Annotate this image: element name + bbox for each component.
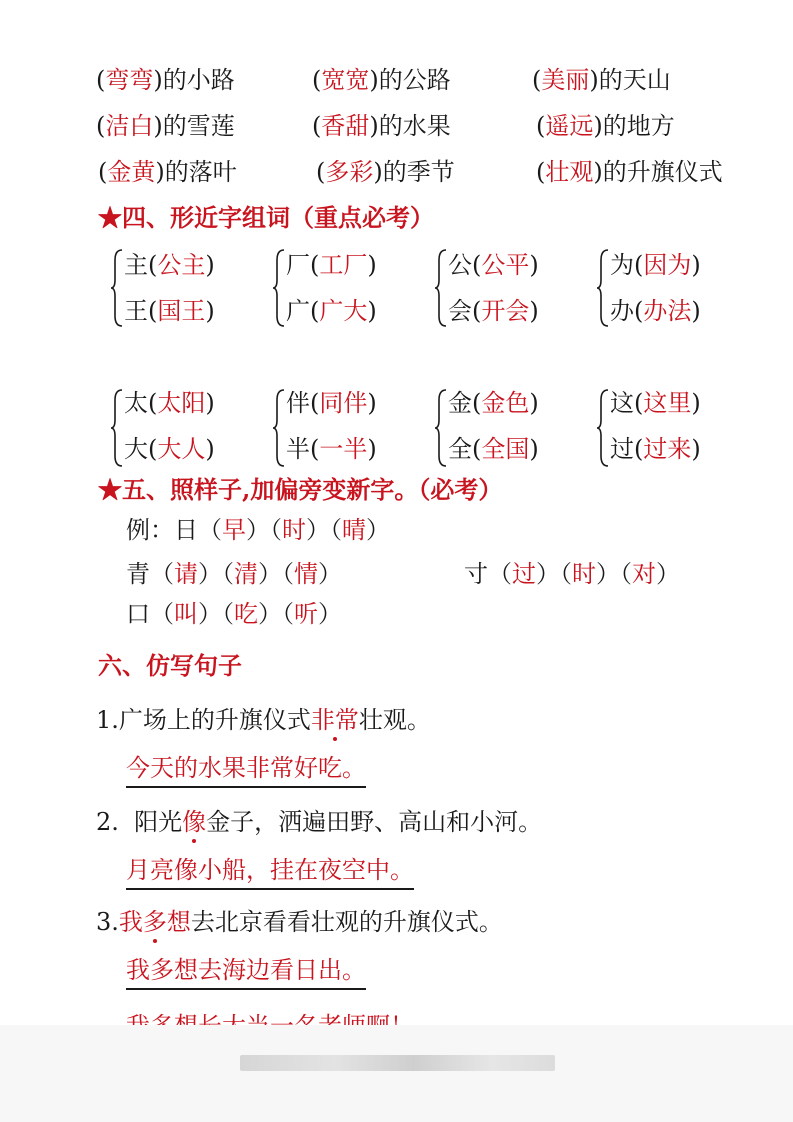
phrase-answer: 香甜 <box>321 112 370 140</box>
base-char: 寸 <box>464 560 488 588</box>
example-label: 例：日 <box>126 516 198 544</box>
group-line: 厂(工厂) <box>286 251 377 279</box>
key-phrase: 像 <box>182 808 207 836</box>
sentence-answer: 今天的水果非常好吃。 <box>126 752 366 788</box>
phrase-item: (宽宽)的公路 <box>312 66 451 94</box>
word-answer: 开会 <box>481 297 530 325</box>
section-4-heading: ★四、形近字组词（重点必考） <box>98 203 434 232</box>
base-char: 金 <box>448 389 472 417</box>
item-number: 1. <box>96 706 119 734</box>
prompt-text: 金子，洒遍田野、高山和小河。 <box>206 808 543 836</box>
radical-answer: 情 <box>294 560 318 588</box>
group-line: 全(全国) <box>448 435 539 463</box>
sentence-prompt <box>96 704 431 736</box>
group-line: 过(过来) <box>610 435 701 463</box>
item-number: 3. <box>96 908 119 936</box>
base-char: 公 <box>448 251 472 279</box>
word-answer: 因为 <box>643 251 692 279</box>
base-char: 办 <box>610 297 634 325</box>
word-answer: 过来 <box>643 435 692 463</box>
word-answer: 全国 <box>481 435 530 463</box>
base-char: 太 <box>124 389 148 417</box>
base-char: 这 <box>610 389 634 417</box>
phrase-item: (洁白)的雪莲 <box>96 112 235 140</box>
radical-answer: 吃 <box>234 600 258 628</box>
brace-icon <box>110 246 124 330</box>
key-phrase: 非常 <box>310 706 359 734</box>
similar-char-group <box>596 246 766 330</box>
example-answer: 早 <box>222 516 246 544</box>
word-answer: 金色 <box>481 389 530 417</box>
phrase-text: 的落叶 <box>164 158 237 186</box>
word-answer: 同伴 <box>319 389 368 417</box>
word-answer: 公主 <box>157 251 206 279</box>
phrase-answer: 金黄 <box>107 158 156 186</box>
phrase-item: (美丽)的天山 <box>532 66 671 94</box>
phrase-text: 的地方 <box>602 112 675 140</box>
word-answer: 公平 <box>481 251 530 279</box>
brace-icon <box>110 386 124 470</box>
blurred-watermark <box>240 1055 555 1071</box>
base-char: 伴 <box>286 389 310 417</box>
word-answer: 太阳 <box>157 389 206 417</box>
prompt-text: 阳光 <box>134 808 183 836</box>
example-row: 例：日（早）（时）（晴） <box>126 516 390 544</box>
similar-char-group <box>272 386 442 470</box>
phrase-text: 的公路 <box>378 66 451 94</box>
section-6-heading: 六、仿写句子 <box>98 651 242 680</box>
brace-icon <box>272 386 286 470</box>
sentence-prompt <box>96 806 542 838</box>
section-5-heading: ★五、照样子,加偏旁变新字。（必考） <box>98 475 503 504</box>
base-char: 半 <box>286 435 310 463</box>
radical-answer: 听 <box>294 600 318 628</box>
base-char: 王 <box>124 297 148 325</box>
word-answer: 工厂 <box>319 251 368 279</box>
sentence-answer: 月亮像小船，挂在夜空中。 <box>126 854 414 890</box>
similar-char-group <box>272 246 442 330</box>
phrase-text: 的小路 <box>162 66 235 94</box>
prompt-text: 去北京看看壮观的升旗仪式。 <box>190 908 503 936</box>
item-number: 2. <box>96 808 119 836</box>
radical-row: 青（请）（清）（情） <box>126 560 342 588</box>
phrase-answer: 壮观 <box>545 158 594 186</box>
base-char: 过 <box>610 435 634 463</box>
group-line: 伴(同伴) <box>286 389 377 417</box>
word-answer: 国王 <box>157 297 206 325</box>
sentence-answer: 我多想去海边看日出。 <box>126 954 366 990</box>
similar-char-group <box>434 386 604 470</box>
phrase-item: (遥远)的地方 <box>536 112 675 140</box>
page-footer <box>0 1025 793 1122</box>
brace-icon <box>596 386 610 470</box>
brace-icon <box>434 386 448 470</box>
radical-answer: 过 <box>512 560 536 588</box>
phrase-text: 的天山 <box>598 66 671 94</box>
phrase-text: 的升旗仪式 <box>602 158 723 186</box>
base-char: 会 <box>448 297 472 325</box>
base-char: 全 <box>448 435 472 463</box>
phrase-text: 的季节 <box>382 158 455 186</box>
brace-icon <box>272 246 286 330</box>
example-answer: 晴 <box>342 516 366 544</box>
base-char: 口 <box>126 600 150 628</box>
radical-answer: 请 <box>174 560 198 588</box>
sentence-prompt <box>96 906 503 938</box>
phrase-answer: 多彩 <box>325 158 374 186</box>
radical-answer: 叫 <box>174 600 198 628</box>
word-answer: 办法 <box>643 297 692 325</box>
base-char: 主 <box>124 251 148 279</box>
base-char: 为 <box>610 251 634 279</box>
base-char: 厂 <box>286 251 310 279</box>
group-line: 半(一半) <box>286 435 377 463</box>
base-char: 大 <box>124 435 148 463</box>
word-answer: 一半 <box>319 435 368 463</box>
phrase-answer: 洁白 <box>105 112 154 140</box>
group-line: 广(广大) <box>286 297 377 325</box>
group-line: 公(公平) <box>448 251 539 279</box>
word-answer: 大人 <box>157 435 206 463</box>
radical-answer: 时 <box>572 560 596 588</box>
group-line: 办(办法) <box>610 297 701 325</box>
group-line: 会(开会) <box>448 297 539 325</box>
similar-char-group <box>434 246 604 330</box>
phrase-answer: 美丽 <box>541 66 590 94</box>
base-char: 青 <box>126 560 150 588</box>
radical-row: 寸（过）（时）（对） <box>464 560 680 588</box>
group-line: 大(大人) <box>124 435 215 463</box>
phrase-text: 的水果 <box>378 112 451 140</box>
similar-char-group <box>110 386 280 470</box>
prompt-text: 壮观。 <box>358 706 431 734</box>
brace-icon <box>596 246 610 330</box>
phrase-item: (香甜)的水果 <box>312 112 451 140</box>
radical-row: 口（叫）（吃）（听） <box>126 600 342 628</box>
phrase-item: (弯弯)的小路 <box>96 66 235 94</box>
similar-char-group <box>110 246 280 330</box>
prompt-text: 广场上的升旗仪式 <box>118 706 311 734</box>
phrase-item: (壮观)的升旗仪式 <box>536 158 723 186</box>
cut-off-answer <box>126 1010 414 1025</box>
phrase-item: (金黄)的落叶 <box>98 158 237 186</box>
group-line: 主(公主) <box>124 251 215 279</box>
word-answer: 广大 <box>319 297 368 325</box>
phrase-answer: 宽宽 <box>321 66 370 94</box>
radical-answer: 对 <box>632 560 656 588</box>
base-char: 广 <box>286 297 310 325</box>
example-answer: 时 <box>282 516 306 544</box>
phrase-answer: 弯弯 <box>105 66 154 94</box>
brace-icon <box>434 246 448 330</box>
group-line: 太(太阳) <box>124 389 215 417</box>
phrase-text: 的雪莲 <box>162 112 235 140</box>
word-answer: 这里 <box>643 389 692 417</box>
similar-char-group <box>596 386 766 470</box>
group-line: 这(这里) <box>610 389 701 417</box>
group-line: 金(金色) <box>448 389 539 417</box>
phrase-item: (多彩)的季节 <box>316 158 455 186</box>
group-line: 为(因为) <box>610 251 701 279</box>
group-line: 王(国王) <box>124 297 215 325</box>
radical-answer: 清 <box>234 560 258 588</box>
phrase-answer: 遥远 <box>545 112 594 140</box>
key-phrase: 我多想 <box>118 908 191 936</box>
